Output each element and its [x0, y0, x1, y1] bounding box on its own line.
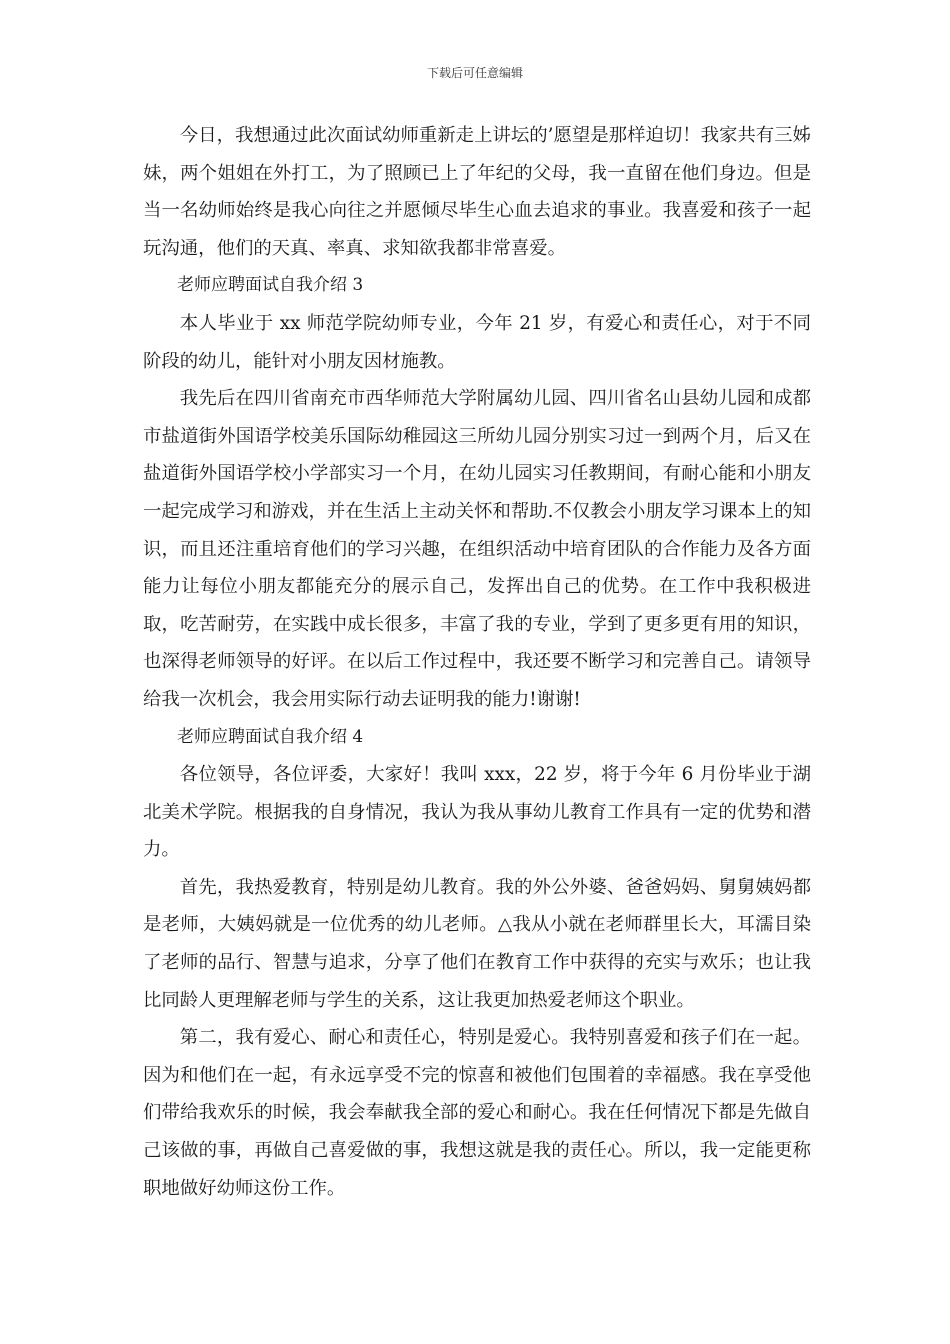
document-body [143, 117, 811, 1207]
section-heading-4: 老师应聘面试自我介绍 4 [177, 726, 364, 747]
paragraph-1: 今日，我想通过此次面试幼师重新走上讲坛的’愿望是那样迫切！我家共有三姊妹，两个姐姐在外打工，为了照顾已上了年纪的父母，我一直留在他们身边。但是当一名幼师始终是我心向往之并愿倾尽毕生心血去追求的事业。我喜爱和孩子一起玩沟通，他们的天真、率真、求知欲我都非常喜爱。 [143, 125, 811, 259]
section-heading-3: 老师应聘面试自我介绍 3 [177, 275, 364, 296]
paragraph-2: 本人毕业于 xx 师范学院幼师专业，今年 21 岁，有爱心和责任心，对于不同阶段的幼儿，能针对小朋友因材施教。 [143, 312, 811, 372]
paragraph-4: 各位领导，各位评委，大家好！我叫 xxx，22 岁，将于今年 6 月份毕业于湖北美术学院。根据我的自身情况，我认为我从事幼儿教育工作具有一定的优势和潜力。 [143, 764, 811, 861]
paragraph-3: 我先后在四川省南充市西华师范大学附属幼儿园、四川省名山县幼儿园和成都市盐道街外国语学校美乐国际幼稚园这三所幼儿园分别实习过一到两个月，后又在盐道街外国语学校小学部实习一个月，在幼儿园实习任教期间，有耐心能和小朋友一起完成学习和游戏，并在生活上主动关怀和帮助.不仅教会小朋友学习课本上的知识，而且还注重培育他们的学习兴趣，在组织活动中培育团队的合作能力及各方面能力让每位小朋友都能充分的展示自己，发挥出自己的优势。在工作中我积极进取，吃苦耐劳，在实践中成长很多，丰富了我的专业，学到了更多更有用的知识，也深得老师领导的好评。在以后工作过程中，我还要不断学习和完善自己。请领导给我一次机会，我会用实际行动去证明我的能力!谢谢! [143, 388, 811, 710]
page-header: 下载后可任意编辑 [426, 66, 523, 80]
paragraph-5: 首先，我热爱教育，特别是幼儿教育。我的外公外婆、爸爸妈妈、舅舅姨妈都是老师，大姨妈就是一位优秀的幼儿老师。△我从小就在老师群里长大，耳濡目染了老师的品行、智慧与追求，分享了他们在教育工作中获得的充实与欢乐；也让我比同龄人更理解老师与学生的关系，这让我更加热爱老师这个职业。 [143, 876, 811, 1011]
paragraph-6: 第二，我有爱心、耐心和责任心，特别是爱心。我特别喜爱和孩子们在一起。因为和他们在一起，有永远享受不完的惊喜和被他们包围着的幸福感。我在享受他们带给我欢乐的时候，我会奉献我全部的爱心和耐心。我在任何情况下都是先做自己该做的事，再做自己喜爱做的事，我想这就是我的责任心。所以，我一定能更称职地做好幼师这份工作。 [143, 1027, 811, 1199]
